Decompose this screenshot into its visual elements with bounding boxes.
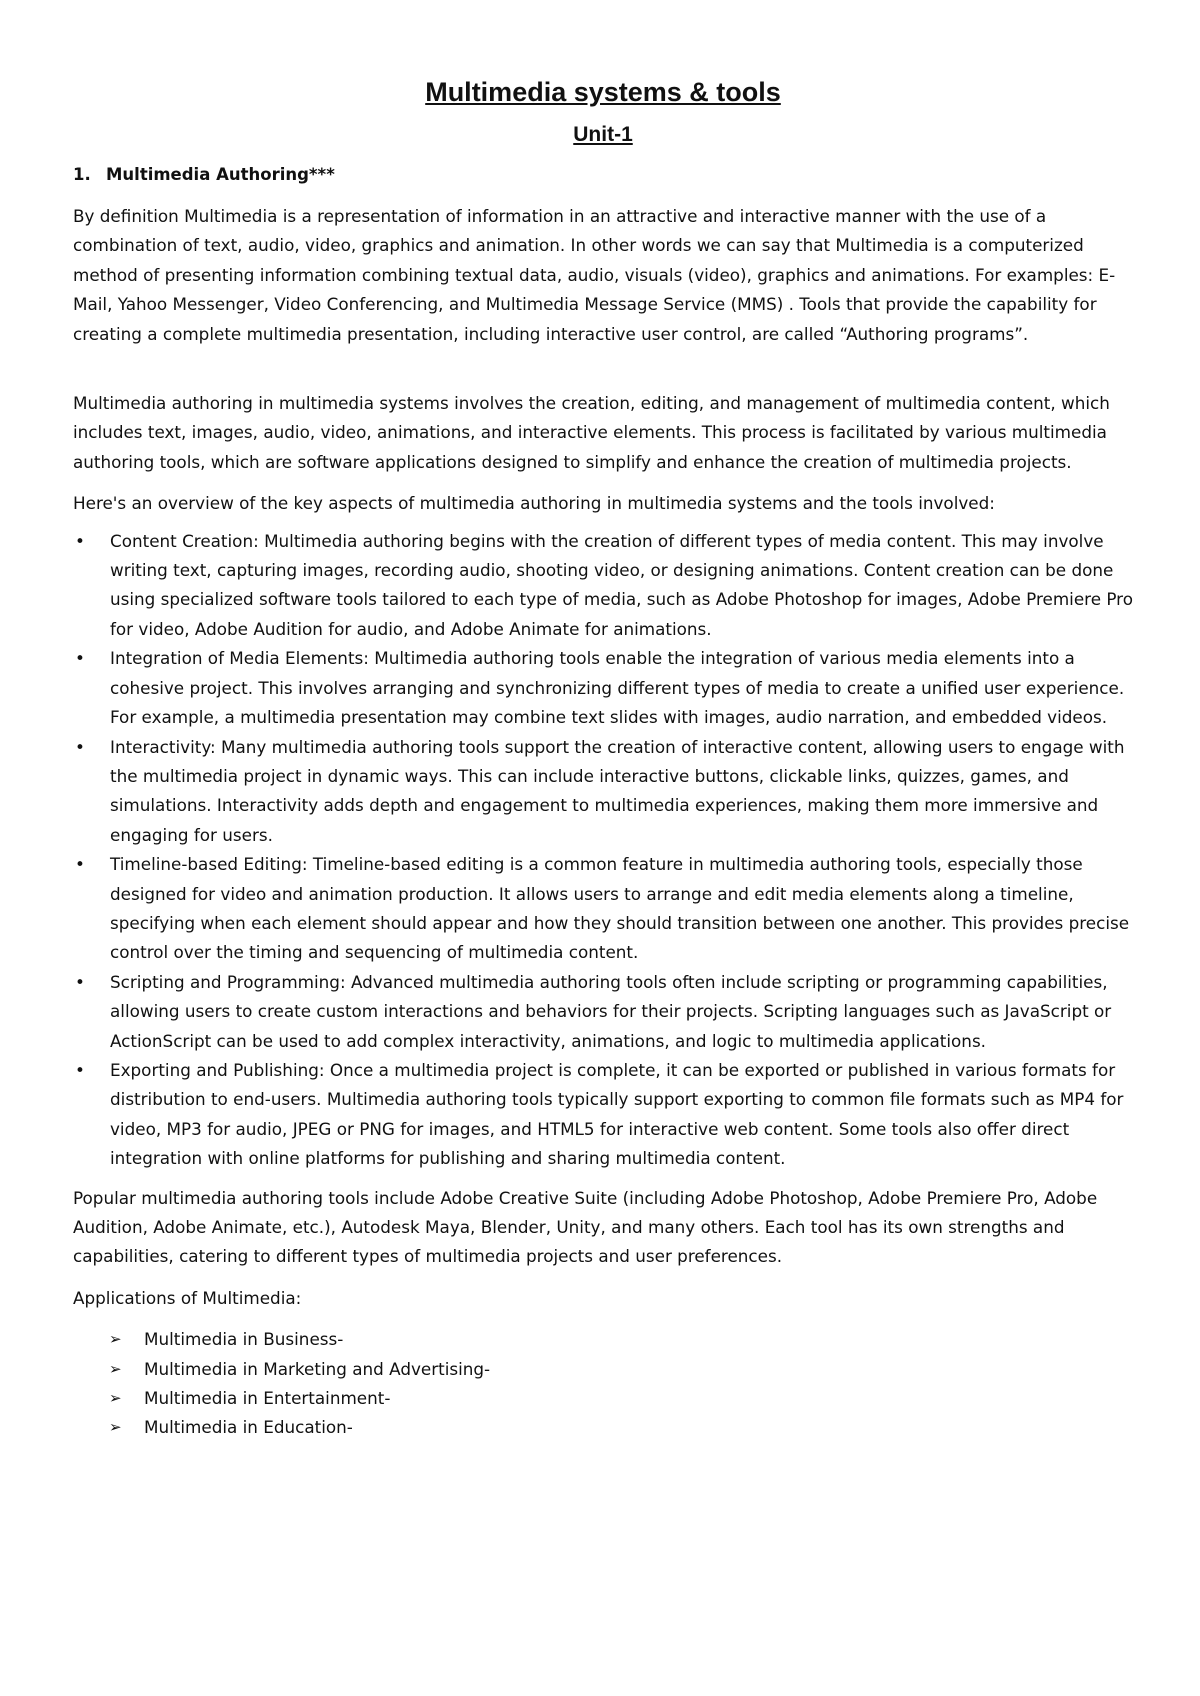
applications-heading: Applications of Multimedia: xyxy=(73,1287,302,1308)
arrow-bullet-icon: ➢ xyxy=(109,1418,122,1437)
list-item-text: Multimedia in Business- xyxy=(144,1329,344,1350)
unit-heading: Unit-1 xyxy=(573,123,633,146)
list-item-text: Timeline-based Editing: Timeline-based editing is a common feature in multimedia authoring tools, especially those designed for video and animation production. It allows users to arrange and edit media elements along a timeline, specifying when each element should appear and how they should transition between one another. This provides precise control over the timing and sequencing of multimedia content. xyxy=(110,854,1130,963)
list-item-text: Multimedia in Entertainment- xyxy=(144,1388,391,1409)
list-item xyxy=(73,1355,1133,1384)
bullet-icon: • xyxy=(75,736,85,757)
arrow-bullet-icon: ➢ xyxy=(109,1330,122,1349)
list-item xyxy=(73,1325,1133,1354)
list-item-text: Integration of Media Elements: Multimedia authoring tools enable the integration of various media elements into a cohesive project. This involves arranging and synchronizing different types of media to create a unified user experience. For example, a multimedia presentation may combine text slides with images, audio narration, and embedded videos. xyxy=(110,648,1125,728)
list-item xyxy=(73,1056,1133,1174)
bullet-icon: • xyxy=(75,971,85,992)
document-title: Multimedia systems & tools xyxy=(425,77,781,107)
bullet-icon: • xyxy=(75,854,85,875)
arrow-bullet-icon: ➢ xyxy=(109,1389,122,1408)
list-item-text: Scripting and Programming: Advanced multimedia authoring tools often include scripting or programming capabilities, allowing users to create custom interactions and behaviors for their projects. Scripting languages such as JavaScript or ActionScript can be used to add complex interactivity, animations, and logic to multimedia applications. xyxy=(110,971,1112,1051)
list-item xyxy=(73,1384,1133,1413)
section-heading xyxy=(73,160,1133,190)
popular-tools-paragraph: Popular multimedia authoring tools include Adobe Creative Suite (including Adobe Photoshop, Adobe Premiere Pro, Adobe Audition, Adobe Animate, etc.), Autodesk Maya, Blender, Unity, and many others. Each tool has its own strengths and capabilities, catering to different types of multimedia projects and user preferences. xyxy=(73,1187,1098,1267)
bullet-icon: • xyxy=(75,648,85,669)
list-item xyxy=(73,733,1133,851)
key-aspects-list xyxy=(73,527,1133,1174)
list-item-text: Exporting and Publishing: Once a multimedia project is complete, it can be exported or published in various formats for distribution to end-users. Multimedia authoring tools typically support exporting to common file formats such as MP4 for video, MP3 for audio, JPEG or PNG for images, and HTML5 for interactive web content. Some tools also offer direct integration with online platforms for publishing and sharing multimedia content. xyxy=(110,1059,1124,1169)
definition-paragraph: By definition Multimedia is a representation of information in an attractive and interactive manner with the use of a combination of text, audio, video, graphics and animation. In other words we can say that Multimedia is a computerized method of presenting information combining textual data, audio, visuals (video), graphics and animations. For examples: E-Mail, Yahoo Messenger, Video Conferencing, and Multimedia Message Service (MMS) . Tools that provide the capability for creating a complete multimedia presentation, including interactive user control, are called “Authoring programs”. xyxy=(73,206,1116,344)
applications-list xyxy=(73,1325,1133,1443)
list-item-text: Interactivity: Many multimedia authoring tools support the creation of interactive content, allowing users to engage with the multimedia project in dynamic ways. This can include interactive buttons, clickable links, quizzes, games, and simulations. Interactivity adds depth and engagement to multimedia experiences, making them more immersive and engaging for users. xyxy=(110,736,1125,845)
list-item xyxy=(73,850,1133,968)
list-item xyxy=(73,527,1133,645)
list-item-text: Content Creation: Multimedia authoring begins with the creation of different types of media content. This may involve writing text, capturing images, recording audio, shooting video, or designing animations. Content creation can be done using specialized software tools tailored to each type of media, such as Adobe Photoshop for images, Adobe Premiere Pro for video, Adobe Audition for audio, and Adobe Animate for animations. xyxy=(110,530,1133,639)
section-number: 1. xyxy=(73,165,91,184)
bullet-icon: • xyxy=(75,1059,85,1080)
authoring-paragraph: Multimedia authoring in multimedia systems involves the creation, editing, and management of multimedia content, which includes text, images, audio, video, animations, and interactive elements. This process is facilitated by various multimedia authoring tools, which are software applications designed to simplify and enhance the creation of multimedia projects. xyxy=(73,393,1110,472)
arrow-bullet-icon: ➢ xyxy=(109,1359,122,1378)
section-title: Multimedia Authoring*** xyxy=(106,165,335,184)
list-item xyxy=(73,1413,1133,1442)
document-page xyxy=(73,72,1133,1443)
bullet-icon: • xyxy=(75,530,85,551)
list-item xyxy=(73,644,1133,732)
list-item-text: Multimedia in Education- xyxy=(144,1417,353,1438)
list-item xyxy=(73,968,1133,1056)
list-item-text: Multimedia in Marketing and Advertising- xyxy=(144,1358,491,1379)
overview-paragraph: Here's an overview of the key aspects of multimedia authoring in multimedia systems and the tools involved: xyxy=(73,493,995,514)
